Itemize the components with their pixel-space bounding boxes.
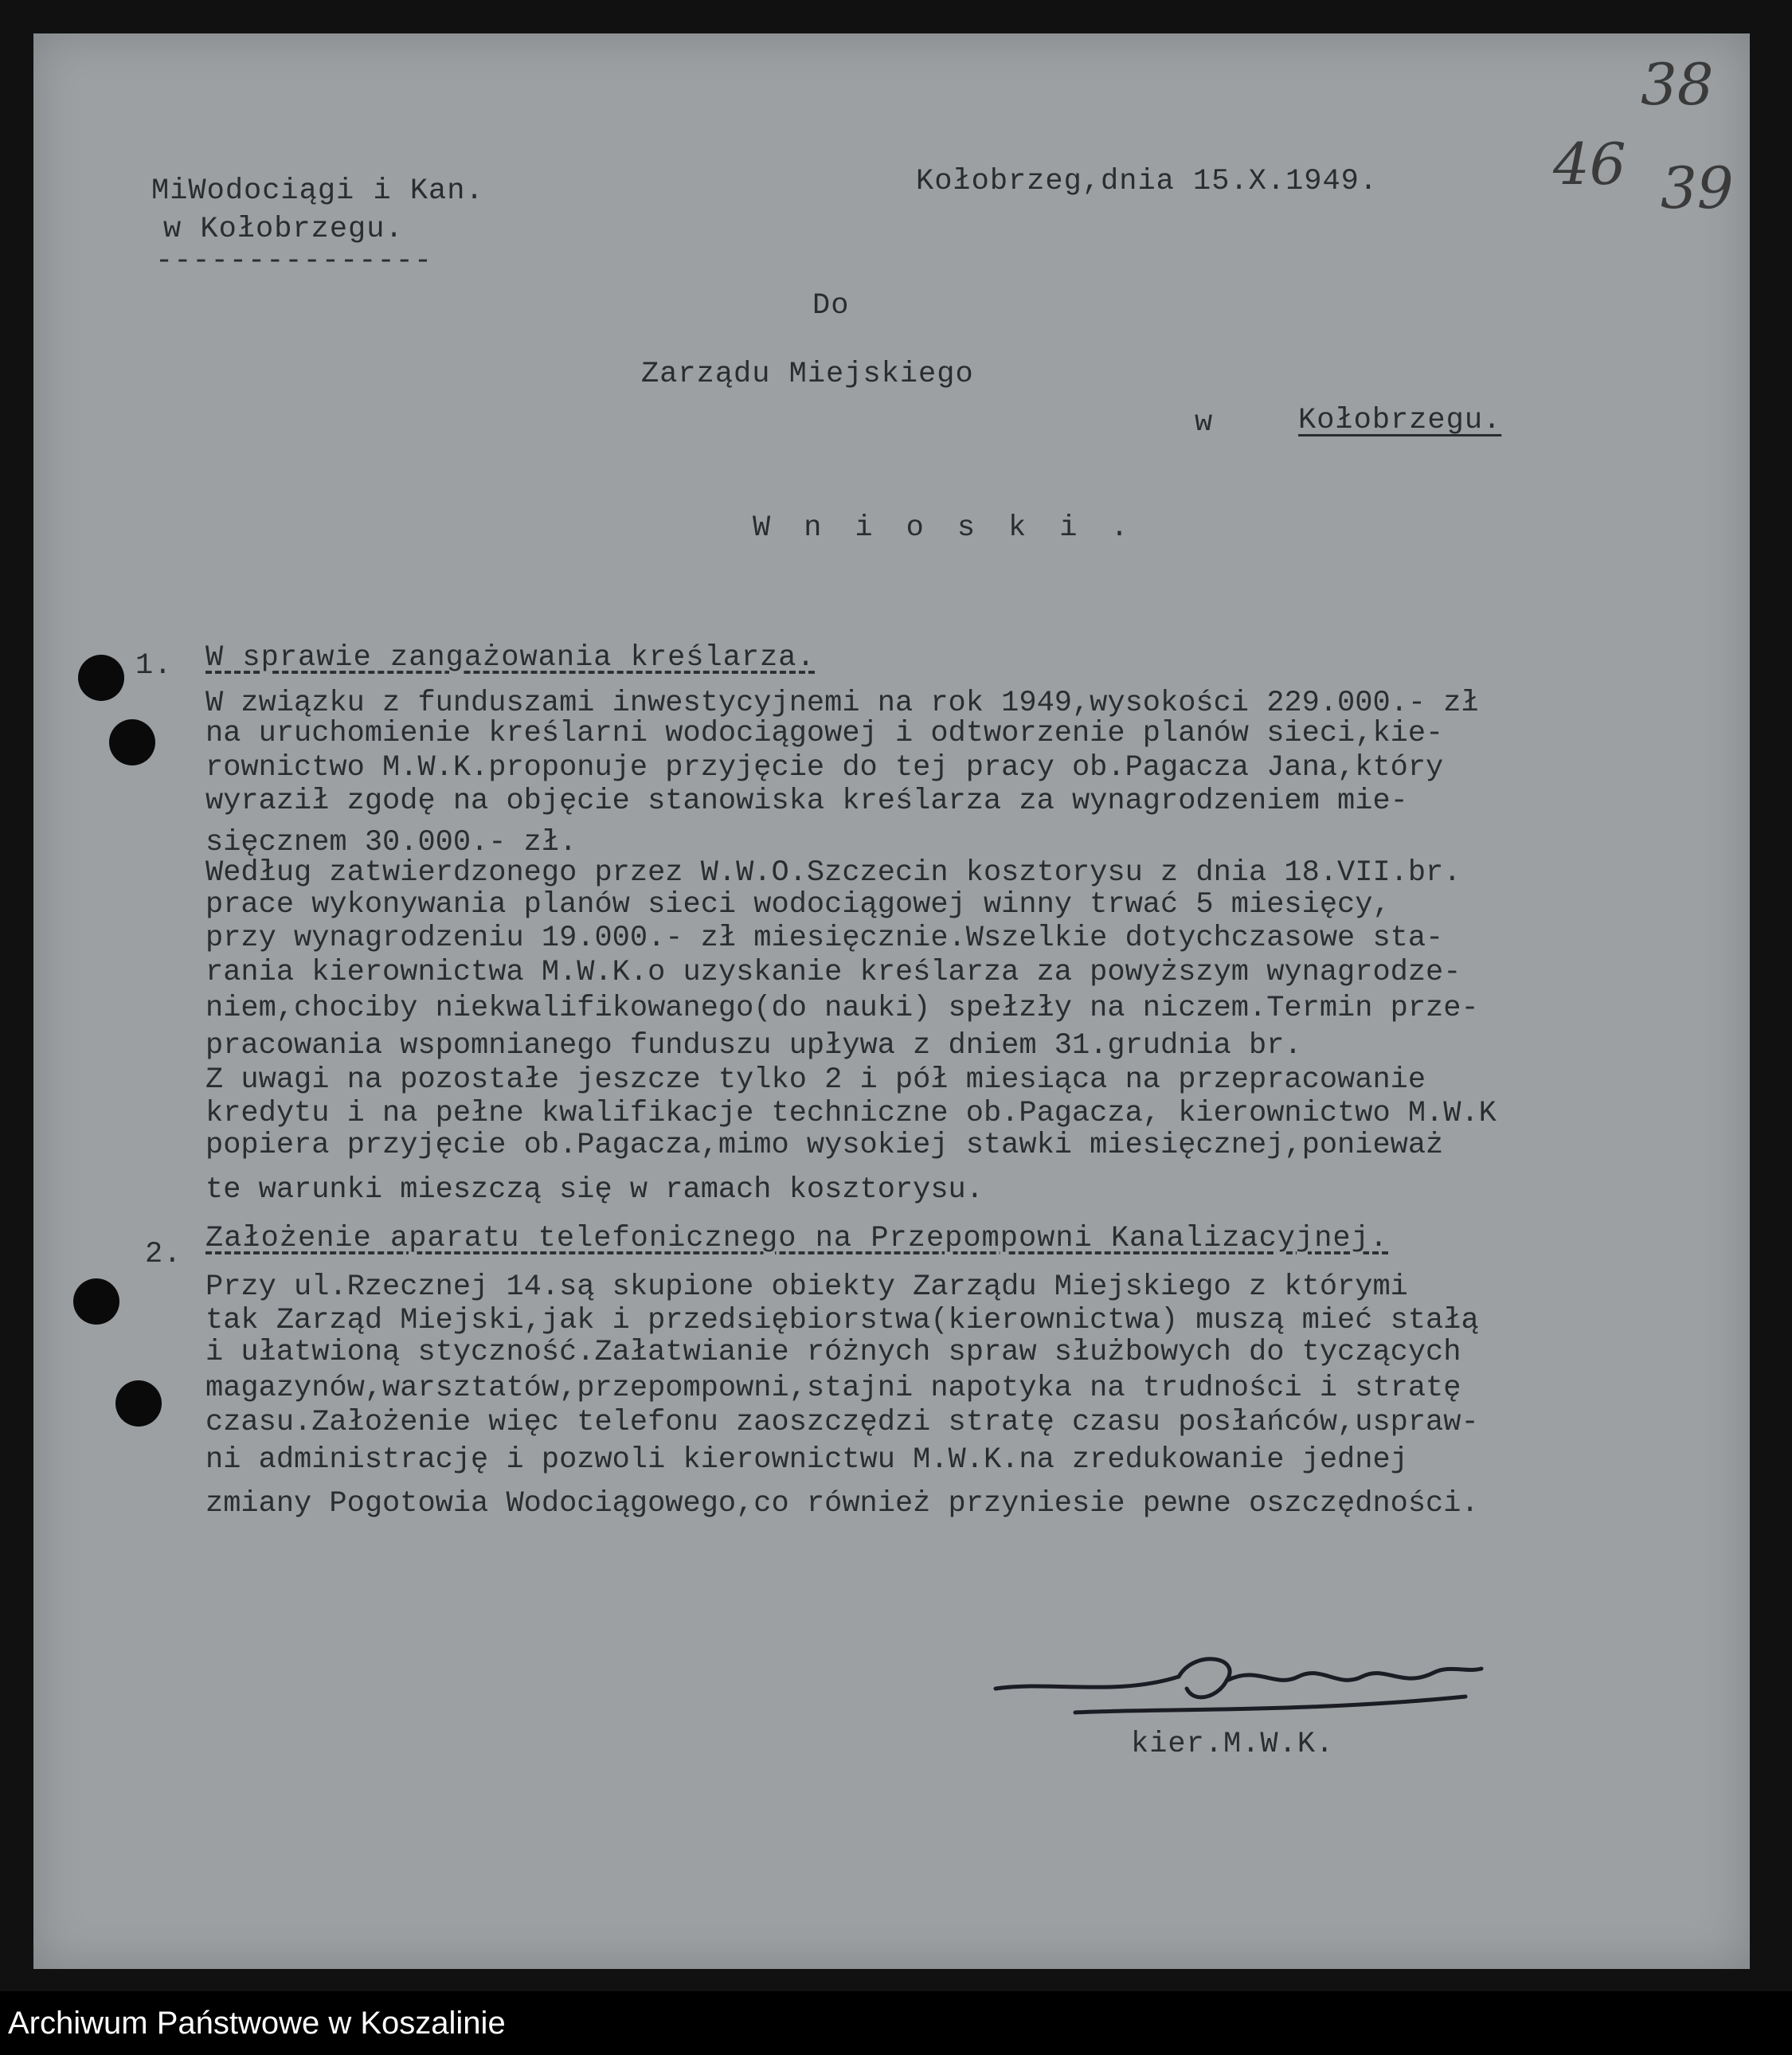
signature-title: kier.M.W.K.	[1131, 1728, 1335, 1761]
item-line: te warunki mieszczą się w ramach kosztorysu.	[205, 1173, 984, 1207]
item-line: kredytu i na pełne kwalifikacje techniczne ob.Pagacza, kierownictwo M.W.K	[205, 1097, 1497, 1130]
sender-line2: w Kołobrzegu.	[163, 213, 404, 246]
item-line: W związku z funduszami inwestycyjnemi na rok 1949,wysokości 229.000.- zł	[205, 687, 1479, 720]
item-line: prace wykonywania planów sieci wodociągowej winny trwać 5 miesięcy,	[205, 888, 1391, 922]
recipient-city: Kołobrzegu.	[1298, 404, 1502, 437]
item-line: wyraził zgodę na objęcie stanowiska kreślarza za wynagrodzeniem mie-	[205, 785, 1408, 818]
pencil-number-middle: 46	[1553, 131, 1626, 198]
item-line: ni administrację i pozwoli kierownictwu M.W.K.na zredukowanie jednej	[205, 1443, 1408, 1477]
item-line: magazynów,warsztatów,przepompowni,stajni napotyka na trudności i stratę	[205, 1372, 1461, 1405]
item-line: Według zatwierdzonego przez W.W.O.Szczecin kosztorysu z dnia 18.VII.br.	[205, 856, 1461, 890]
sender-line1: MiWodociągi i Kan.	[151, 174, 484, 208]
item-line: sięcznem 30.000.- zł.	[205, 826, 577, 859]
pencil-number-bottom: 39	[1661, 155, 1734, 221]
pencil-number-top: 38	[1641, 51, 1714, 118]
item-line: Z uwagi na pozostałe jeszcze tylko 2 i pół miesiąca na przepracowanie	[205, 1063, 1426, 1097]
signature-scribble	[988, 1633, 1497, 1728]
punch-hole	[115, 1380, 162, 1427]
recipient-line1: Zarządu Miejskiego	[641, 358, 974, 391]
item-line: na uruchomienie kreślarni wodociągowej i odtworzenie planów sieci,kie-	[205, 717, 1444, 750]
item-number: 1.	[135, 649, 173, 683]
item-heading: Założenie aparatu telefonicznego na Przepompowni Kanalizacyjnej.	[205, 1222, 1389, 1255]
item-line: zmiany Pogotowia Wodociągowego,co również przyniesie pewne oszczędności.	[205, 1487, 1479, 1521]
punch-hole	[78, 655, 124, 701]
item-line: Przy ul.Rzecznej 14.są skupione obiekty Zarządu Miejskiego z którymi	[205, 1270, 1408, 1304]
item-line: rania kierownictwa M.W.K.o uzyskanie kreślarza za powyższym wynagrodze-	[205, 956, 1461, 989]
item-heading: W sprawie zangażowania kreślarza.	[205, 641, 816, 675]
punch-hole	[109, 719, 155, 765]
recipient-w: w	[1195, 406, 1214, 440]
item-line: i ułatwioną styczność.Załatwianie różnych spraw służbowych do tyczących	[205, 1336, 1461, 1369]
item-line: niem,chociby niekwalifikowanego(do nauki) spełzły na niczem.Termin prze-	[205, 992, 1479, 1025]
place-date: Kołobrzeg,dnia 15.X.1949.	[916, 165, 1379, 198]
sender-rule: ---------------	[155, 245, 433, 278]
document-title: Wnioski.	[753, 511, 1162, 545]
item-line: tak Zarząd Miejski,jak i przedsiębiorstwa(kierownictwa) muszą mieć stałą	[205, 1304, 1479, 1337]
punch-hole	[73, 1278, 119, 1325]
item-line: rownictwo M.W.K.proponuje przyjęcie do tej pracy ob.Pagacza Jana,który	[205, 751, 1444, 785]
item-line: pracowania wspomnianego funduszu upływa z dniem 31.grudnia br.	[205, 1029, 1302, 1063]
archive-footer: Archiwum Państwowe w Koszalinie	[0, 1991, 1792, 2055]
recipient-to: Do	[812, 289, 850, 323]
item-line: przy wynagrodzeniu 19.000.- zł miesięcznie.Wszelkie dotychczasowe sta-	[205, 922, 1444, 955]
item-line: popiera przyjęcie ob.Pagacza,mimo wysokiej stawki miesięcznej,ponieważ	[205, 1129, 1444, 1162]
item-number: 2.	[145, 1238, 182, 1271]
item-line: czasu.Założenie więc telefonu zaoszczędzi stratę czasu posłańców,uspraw-	[205, 1406, 1479, 1439]
